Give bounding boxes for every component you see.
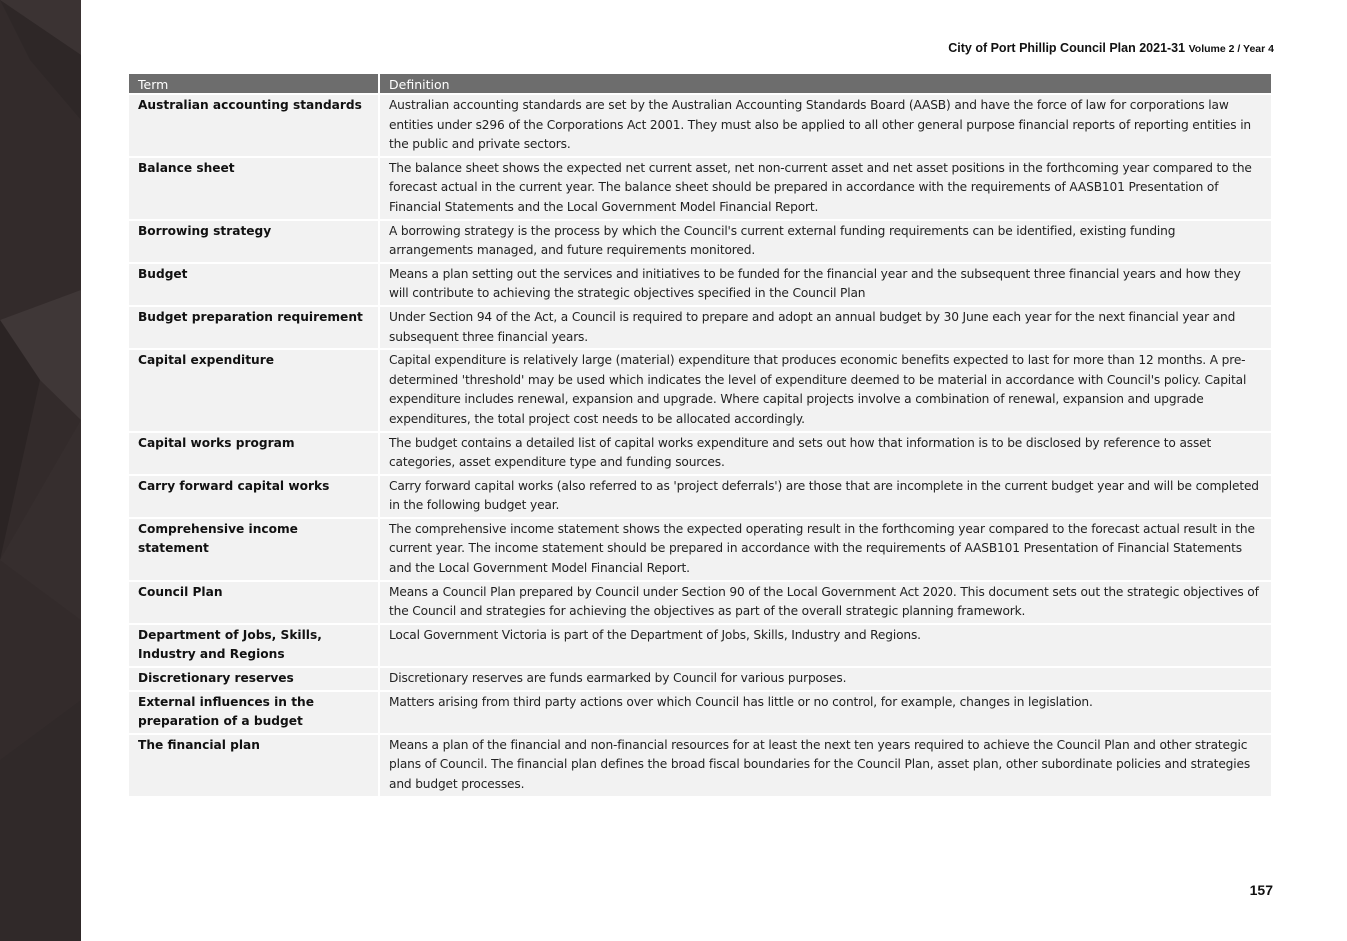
glossary-definition: Local Government Victoria is part of the Department of Jobs, Skills, Industry and Regions. [380, 623, 1271, 666]
table-row [129, 348, 1271, 430]
glossary-definition: Carry forward capital works (also referred to as 'project deferrals') are those that are incomplete in the current budget year and will be completed in the following budget year. [380, 474, 1271, 517]
glossary-term: Department of Jobs, Skills, Industry and Regions [129, 623, 380, 666]
column-header-term: Term [129, 74, 380, 93]
table-row [129, 733, 1271, 796]
glossary-term: Comprehensive income statement [129, 517, 380, 580]
glossary-term: Carry forward capital works [129, 474, 380, 517]
document-header [948, 41, 1274, 55]
table-header-row [129, 74, 1271, 93]
table-row [129, 690, 1271, 733]
glossary-term: Budget [129, 262, 380, 305]
glossary-term: Capital expenditure [129, 348, 380, 430]
table-row [129, 93, 1271, 156]
glossary-definition: Australian accounting standards are set by the Australian Accounting Standards Board (AASB) and have the force of law for corporations law entities under s296 of the Corporations Act 2001. They must also be applied to all other general purpose financial reports of reporting entities in the public and private sectors. [380, 93, 1271, 156]
table-row [129, 431, 1271, 474]
table-row [129, 156, 1271, 219]
table-row [129, 262, 1271, 305]
glossary-definition: Means a plan of the financial and non-financial resources for at least the next ten years required to achieve the Council Plan and other strategic plans of Council. The financial plan defines the broad fiscal boundaries for the Council Plan, asset plan, other subordinate policies and strategies and budget processes. [380, 733, 1271, 796]
table-row [129, 517, 1271, 580]
glossary-definition: Under Section 94 of the Act, a Council is required to prepare and adopt an annual budget by 30 June each year for the next financial year and subsequent three financial years. [380, 305, 1271, 348]
glossary-definition: Means a plan setting out the services and initiatives to be funded for the financial year and the subsequent three financial years and how they will contribute to achieving the strategic objectives specified in the Council Plan [380, 262, 1271, 305]
column-header-definition: Definition [380, 74, 1271, 93]
glossary-definition: The balance sheet shows the expected net current asset, net non-current asset and net asset positions in the forthcoming year compared to the forecast actual in the current year. The balance sheet should be prepared in accordance with the requirements of AASB101 Presentation of Financial Statements and the Local Government Model Financial Report. [380, 156, 1271, 219]
glossary-definition: Means a Council Plan prepared by Council under Section 90 of the Local Government Act 2020. This document sets out the strategic objectives of the Council and strategies for achieving the objectives as part of the overall strategic planning framework. [380, 580, 1271, 623]
glossary-term: External influences in the preparation of a budget [129, 690, 380, 733]
side-band-pattern [0, 0, 81, 941]
glossary-term: The financial plan [129, 733, 380, 796]
glossary-definition: The comprehensive income statement shows the expected operating result in the forthcoming year compared to the forecast actual result in the current year. The income statement should be prepared in accordance with the requirements of AASB101 Presentation of Financial Statements and the Local Government Model Financial Report. [380, 517, 1271, 580]
glossary-definition: Capital expenditure is relatively large (material) expenditure that produces economic benefits expected to last for more than 12 months. A pre-determined 'threshold' may be used which indicates the level of expenditure deemed to be material in accordance with Council's policy. Capital expenditure includes renewal, expansion and upgrade. Where capital projects involve a combination of renewal, expansion and upgrade expenditures, the total project cost needs to be allocated accordingly. [380, 348, 1271, 430]
table-row [129, 623, 1271, 666]
glossary-definition: Discretionary reserves are funds earmarked by Council for various purposes. [380, 666, 1271, 690]
glossary-term: Capital works program [129, 431, 380, 474]
glossary-definition: Matters arising from third party actions over which Council has little or no control, for example, changes in legislation. [380, 690, 1271, 733]
table-row [129, 305, 1271, 348]
glossary-term: Borrowing strategy [129, 219, 380, 262]
glossary-definition: The budget contains a detailed list of capital works expenditure and sets out how that information is to be disclosed by reference to asset categories, asset expenditure type and funding sources. [380, 431, 1271, 474]
glossary-term: Discretionary reserves [129, 666, 380, 690]
glossary-term: Australian accounting standards [129, 93, 380, 156]
table-row [129, 474, 1271, 517]
glossary-table [129, 74, 1271, 796]
document-volume: Volume 2 / Year 4 [1188, 43, 1274, 55]
table-row [129, 219, 1271, 262]
glossary-term: Balance sheet [129, 156, 380, 219]
glossary-definition: A borrowing strategy is the process by which the Council's current external funding requirements can be identified, existing funding arrangements managed, and future requirements monitored. [380, 219, 1271, 262]
table-row [129, 580, 1271, 623]
page-number: 157 [1249, 882, 1273, 898]
decorative-side-band [0, 0, 81, 941]
glossary-term: Budget preparation requirement [129, 305, 380, 348]
document-title: City of Port Phillip Council Plan 2021-31 [948, 41, 1186, 55]
glossary-term: Council Plan [129, 580, 380, 623]
table-row [129, 666, 1271, 690]
